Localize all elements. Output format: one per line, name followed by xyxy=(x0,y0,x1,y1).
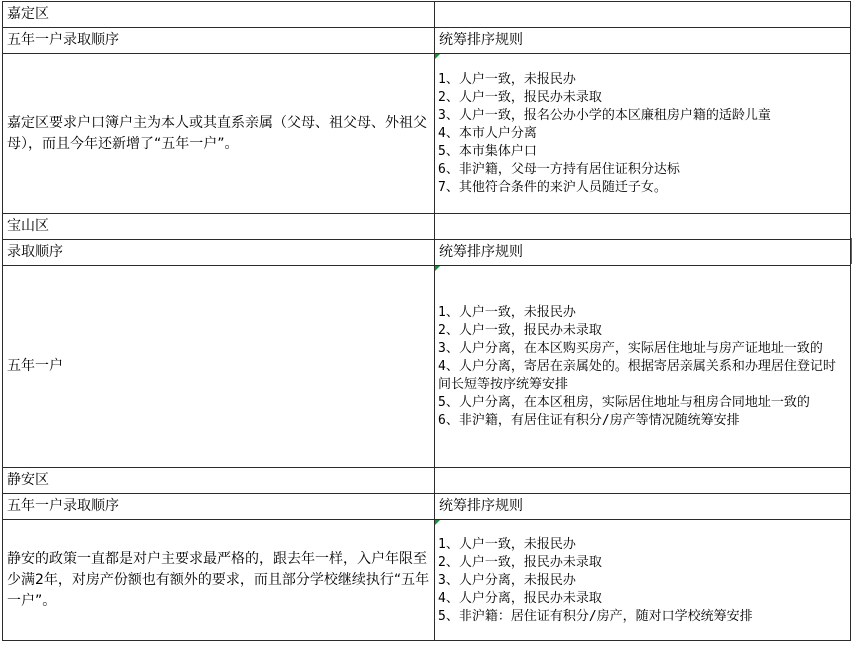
right-header: 统筹排序规则 xyxy=(439,498,523,514)
district-title: 宝山区 xyxy=(7,218,49,234)
rule-item: 1、人户一致，未报民办 xyxy=(438,536,576,552)
left-header: 录取顺序 xyxy=(7,244,63,260)
rule-item: 6、非沪籍，父母一方持有居住证积分达标 xyxy=(438,161,680,177)
district-row-jiading xyxy=(2,1,851,27)
rules-list xyxy=(435,266,850,467)
district-title: 静安区 xyxy=(7,472,49,488)
description-cell[interactable] xyxy=(2,265,434,467)
rule-item: 4、本市人户分离 xyxy=(438,125,537,141)
rules-cell[interactable] xyxy=(434,265,851,467)
district-cell[interactable] xyxy=(2,467,434,493)
right-header: 统筹排序规则 xyxy=(439,32,523,48)
left-header-cell[interactable] xyxy=(2,27,434,53)
description-cell[interactable] xyxy=(2,519,434,641)
right-header-cell[interactable] xyxy=(434,493,851,519)
header-row-jingan xyxy=(2,493,851,519)
rule-item: 3、人户分离，未报民办 xyxy=(438,572,576,588)
left-header-cell[interactable] xyxy=(2,493,434,519)
district-cell[interactable] xyxy=(2,213,434,239)
table-bottom-border xyxy=(2,640,851,641)
district-row-baoshan xyxy=(2,213,851,239)
empty-cell[interactable] xyxy=(434,467,851,493)
rule-item: 1、人户一致，未报民办 xyxy=(438,304,576,320)
description-text: 静安的政策一直都是对户主要求最严格的，跟去年一样，入户年限至少满2年，对房产份额也有额外的要求，而且部分学校继续执行“五年一户”。 xyxy=(7,551,430,609)
rule-item: 4、人户分离，报民办未录取 xyxy=(438,590,602,606)
rule-item: 3、人户一致，报名公办小学的本区廉租房户籍的适龄儿童 xyxy=(438,107,771,123)
rule-item: 5、人户分离，在本区租房，实际居住地址与租房合同地址一致的 xyxy=(438,394,810,410)
rule-item: 2、人户一致，报民办未录取 xyxy=(438,554,602,570)
content-row-baoshan xyxy=(2,265,851,467)
rules-cell[interactable] xyxy=(434,519,851,641)
district-title: 嘉定区 xyxy=(7,6,49,22)
rule-item: 2、人户一致，报民办未录取 xyxy=(438,322,602,338)
empty-cell[interactable] xyxy=(434,213,851,239)
header-row-jiading xyxy=(2,27,851,53)
empty-cell[interactable] xyxy=(434,1,851,27)
rule-item: 7、其他符合条件的来沪人员随迁子女。 xyxy=(438,179,667,195)
rules-cell[interactable] xyxy=(434,53,851,213)
comment-marker-icon xyxy=(435,266,440,271)
description-text: 嘉定区要求户口簿户主为本人或其直系亲属（父母、祖父母、外祖父母），而且今年还新增了“五年一户”。 xyxy=(7,114,427,152)
rule-item: 6、非沪籍，有居住证有积分/房产等情况随统筹安排 xyxy=(438,412,740,428)
description-text: 五年一户 xyxy=(7,358,63,374)
rule-item: 4、人户分离，寄居在亲属处的。根据寄居亲属关系和办理居住登记时间长短等按序统筹安排 xyxy=(438,358,836,392)
rules-list xyxy=(435,54,850,213)
rule-item: 2、人户一致，报民办未录取 xyxy=(438,89,602,105)
rule-item: 5、本市集体户口 xyxy=(438,143,537,159)
rule-item: 5、非沪籍：居住证有积分/房产，随对口学校统筹安排 xyxy=(438,608,753,624)
comment-marker-icon xyxy=(435,54,440,59)
district-row-jingan xyxy=(2,467,851,493)
header-row-baoshan xyxy=(2,239,851,265)
right-header-cell[interactable] xyxy=(434,27,851,53)
rules-list xyxy=(435,520,850,641)
content-row-jingan xyxy=(2,519,851,641)
left-header: 五年一户录取顺序 xyxy=(7,498,119,514)
content-row-jiading xyxy=(2,53,851,213)
left-header-cell[interactable] xyxy=(2,239,434,265)
right-header-cell[interactable] xyxy=(434,239,851,265)
description-cell[interactable] xyxy=(2,53,434,213)
left-header: 五年一户录取顺序 xyxy=(7,32,119,48)
rule-item: 1、人户一致，未报民办 xyxy=(438,71,576,87)
right-header: 统筹排序规则 xyxy=(439,244,523,260)
district-cell[interactable] xyxy=(2,1,434,27)
comment-marker-icon xyxy=(435,520,440,525)
rule-item: 3、人户分离，在本区购买房产，实际居住地址与房产证地址一致的 xyxy=(438,340,823,356)
